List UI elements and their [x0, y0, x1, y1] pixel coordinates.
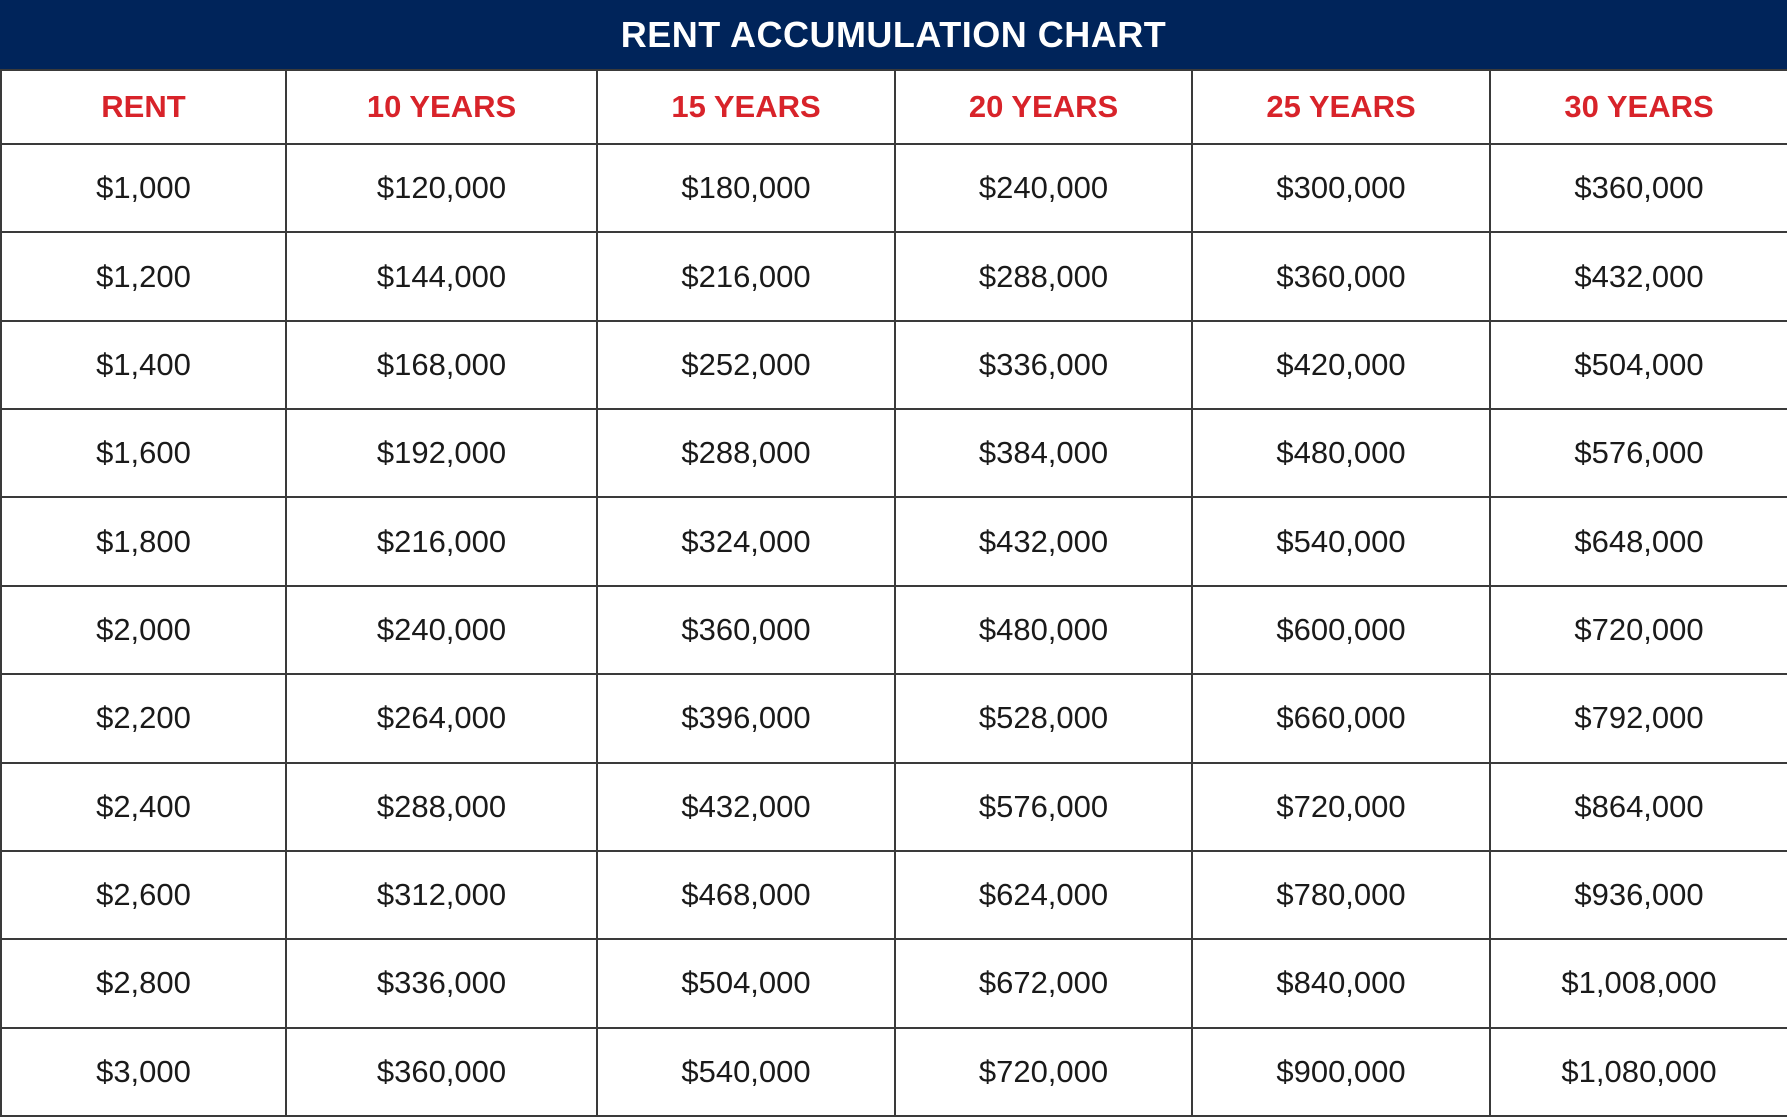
total-cell: $792,000: [1490, 674, 1787, 762]
total-cell: $504,000: [597, 939, 895, 1027]
total-cell: $672,000: [895, 939, 1192, 1027]
total-cell: $336,000: [286, 939, 597, 1027]
total-cell: $216,000: [286, 497, 597, 585]
total-cell: $288,000: [895, 232, 1192, 320]
total-cell: $216,000: [597, 232, 895, 320]
total-cell: $360,000: [1490, 144, 1787, 232]
rent-cell: $2,400: [1, 763, 286, 851]
table-row: [1, 232, 1787, 320]
total-cell: $720,000: [895, 1028, 1192, 1116]
total-cell: $576,000: [895, 763, 1192, 851]
total-cell: $480,000: [895, 586, 1192, 674]
table-row: [1, 851, 1787, 939]
total-cell: $504,000: [1490, 321, 1787, 409]
table-row: [1, 497, 1787, 585]
table-row: [1, 586, 1787, 674]
total-cell: $384,000: [895, 409, 1192, 497]
total-cell: $600,000: [1192, 586, 1490, 674]
total-cell: $720,000: [1490, 586, 1787, 674]
table-row: [1, 409, 1787, 497]
rent-table: [0, 69, 1787, 1117]
total-cell: $540,000: [1192, 497, 1490, 585]
table-row: [1, 144, 1787, 232]
total-cell: $720,000: [1192, 763, 1490, 851]
total-cell: $1,008,000: [1490, 939, 1787, 1027]
total-cell: $840,000: [1192, 939, 1490, 1027]
total-cell: $480,000: [1192, 409, 1490, 497]
total-cell: $468,000: [597, 851, 895, 939]
column-header: 25 YEARS: [1192, 70, 1490, 144]
total-cell: $288,000: [286, 763, 597, 851]
rent-cell: $1,000: [1, 144, 286, 232]
total-cell: $264,000: [286, 674, 597, 762]
column-header: 20 YEARS: [895, 70, 1192, 144]
total-cell: $432,000: [895, 497, 1192, 585]
total-cell: $396,000: [597, 674, 895, 762]
rent-cell: $3,000: [1, 1028, 286, 1116]
column-header: 10 YEARS: [286, 70, 597, 144]
total-cell: $528,000: [895, 674, 1192, 762]
table-row: [1, 763, 1787, 851]
total-cell: $336,000: [895, 321, 1192, 409]
table-body: [1, 144, 1787, 1116]
total-cell: $900,000: [1192, 1028, 1490, 1116]
total-cell: $324,000: [597, 497, 895, 585]
total-cell: $240,000: [286, 586, 597, 674]
rent-cell: $1,400: [1, 321, 286, 409]
table-row: [1, 1028, 1787, 1116]
total-cell: $540,000: [597, 1028, 895, 1116]
table-row: [1, 939, 1787, 1027]
total-cell: $180,000: [597, 144, 895, 232]
table-row: [1, 321, 1787, 409]
chart-title: RENT ACCUMULATION CHART: [0, 0, 1787, 70]
rent-cell: $2,000: [1, 586, 286, 674]
total-cell: $192,000: [286, 409, 597, 497]
total-cell: $144,000: [286, 232, 597, 320]
total-cell: $300,000: [1192, 144, 1490, 232]
rent-cell: $2,200: [1, 674, 286, 762]
total-cell: $624,000: [895, 851, 1192, 939]
rent-cell: $2,600: [1, 851, 286, 939]
rent-cell: $1,600: [1, 409, 286, 497]
total-cell: $432,000: [597, 763, 895, 851]
total-cell: $936,000: [1490, 851, 1787, 939]
total-cell: $660,000: [1192, 674, 1490, 762]
total-cell: $648,000: [1490, 497, 1787, 585]
total-cell: $1,080,000: [1490, 1028, 1787, 1116]
header-row: [1, 70, 1787, 144]
total-cell: $864,000: [1490, 763, 1787, 851]
column-header: 15 YEARS: [597, 70, 895, 144]
rent-cell: $1,200: [1, 232, 286, 320]
column-header: RENT: [1, 70, 286, 144]
total-cell: $168,000: [286, 321, 597, 409]
table-row: [1, 674, 1787, 762]
total-cell: $432,000: [1490, 232, 1787, 320]
total-cell: $576,000: [1490, 409, 1787, 497]
total-cell: $360,000: [597, 586, 895, 674]
total-cell: $288,000: [597, 409, 895, 497]
total-cell: $360,000: [1192, 232, 1490, 320]
total-cell: $780,000: [1192, 851, 1490, 939]
total-cell: $312,000: [286, 851, 597, 939]
column-header: 30 YEARS: [1490, 70, 1787, 144]
total-cell: $360,000: [286, 1028, 597, 1116]
rent-cell: $2,800: [1, 939, 286, 1027]
rent-cell: $1,800: [1, 497, 286, 585]
total-cell: $120,000: [286, 144, 597, 232]
total-cell: $240,000: [895, 144, 1192, 232]
total-cell: $252,000: [597, 321, 895, 409]
total-cell: $420,000: [1192, 321, 1490, 409]
